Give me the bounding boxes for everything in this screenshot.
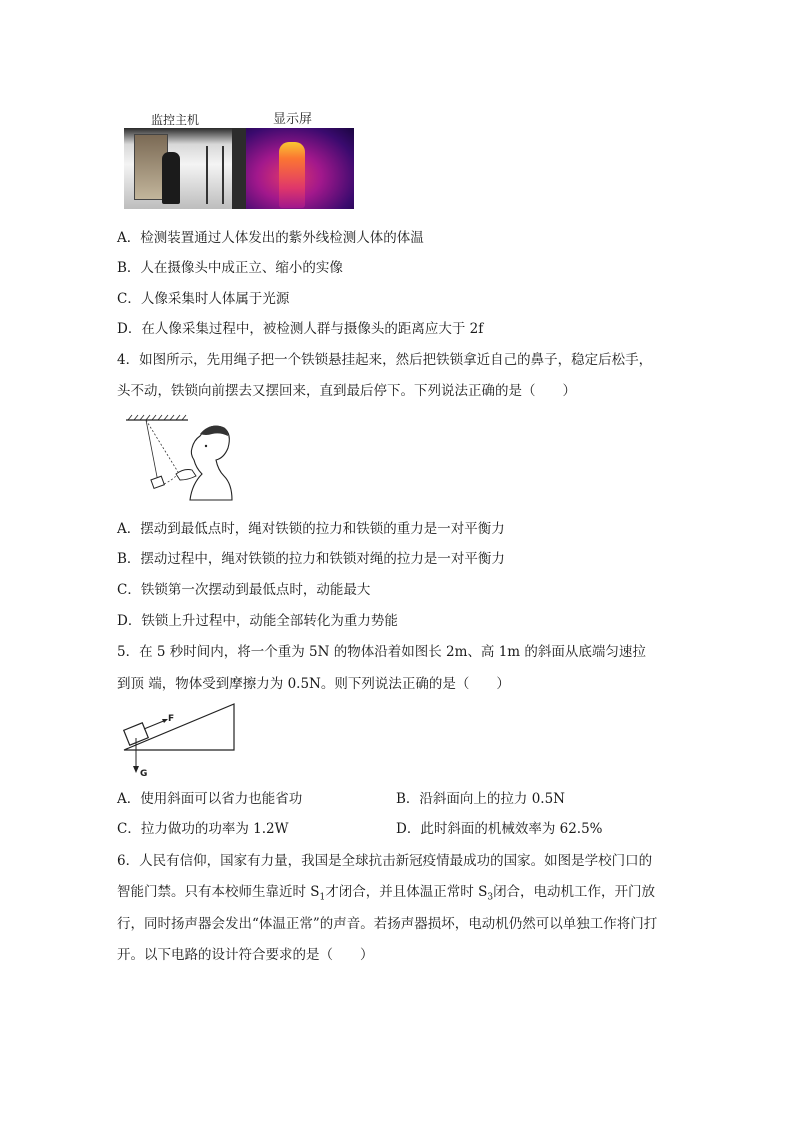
force-g-label: G [140, 769, 148, 779]
q4-pendulum-figure [120, 414, 240, 504]
q5-option-b: B．沿斜面向上的拉力 0.5N [396, 791, 565, 807]
q6-stem-line-3: 行，同时扬声器会发出“体温正常”的声音。若扬声器损坏，电动机仍然可以单独工作将门打 [117, 916, 658, 932]
force-f-label: F [168, 714, 175, 724]
q4-option-c: C．铁锁第一次摆动到最低点时，动能最大 [117, 582, 371, 598]
q3-option-d: D．在人像采集过程中，被检测人群与摄像头的距离应大于 2f [117, 321, 484, 337]
person-silhouette [162, 152, 180, 204]
thermal-camera-photo [124, 128, 354, 209]
camera-scene [124, 128, 246, 209]
q4-option-a: A．摆动到最低点时，绳对铁锁的拉力和铁锁的重力是一对平衡力 [117, 521, 505, 537]
q5-option-d: D．此时斜面的机械效率为 62.5% [396, 821, 603, 837]
q4-stem-line-2: 头不动，铁锁向前摆去又摆回来，直到最后停下。下列说法正确的是（ ） [117, 383, 576, 399]
q6-stem-line-1: 6．人民有信仰，国家有力量，我国是全球抗击新冠疫情最成功的国家。如图是学校门口的 [117, 853, 653, 869]
label-monitor-host: 监控主机 [151, 113, 200, 127]
frame-edge [232, 128, 246, 209]
q5-option-a: A．使用斜面可以省力也能省功 [117, 791, 303, 807]
q3-option-a: A．检测装置通过人体发出的紫外线检测人体的体温 [117, 230, 424, 246]
q4-option-d: D．铁锁上升过程中，动能全部转化为重力势能 [117, 613, 398, 629]
tripod-image [206, 146, 224, 204]
label-display-screen: 显示屏 [273, 112, 313, 127]
q3-option-c: C．人像采集时人体属于光源 [117, 291, 290, 307]
thermal-figure [279, 142, 305, 208]
q5-incline-figure [118, 700, 242, 780]
q6-stem-line-2: 智能门禁。只有本校师生靠近时 $S_1$才闭合，并且体温正常时 $S_3$闭合，电动机工作，开门放 [117, 884, 656, 903]
q5-stem-line-1: 5．在 5 秒时间内，将一个重为 5N 的物体沿着如图长 2m、高 1m 的斜面从底端匀速拉 [117, 644, 646, 660]
q5-option-c: C．拉力做功的功率为 1.2W [117, 821, 289, 837]
q4-option-b: B．摆动过程中，绳对铁锁的拉力和铁锁对绳的拉力是一对平衡力 [117, 551, 505, 567]
q3-option-b: B．人在摄像头中成正立、缩小的实像 [117, 260, 343, 276]
q4-stem-line-1: 4．如图所示，先用绳子把一个铁锁悬挂起来，然后把铁锁拿近自己的鼻子，稳定后松手， [117, 352, 653, 368]
q6-stem-line-4: 开。以下电路的设计符合要求的是（ ） [117, 947, 374, 963]
thermal-image [246, 128, 354, 209]
q5-stem-line-2: 到顶 端，物体受到摩擦力为 0.5N。则下列说法正确的是（ ） [117, 676, 510, 692]
